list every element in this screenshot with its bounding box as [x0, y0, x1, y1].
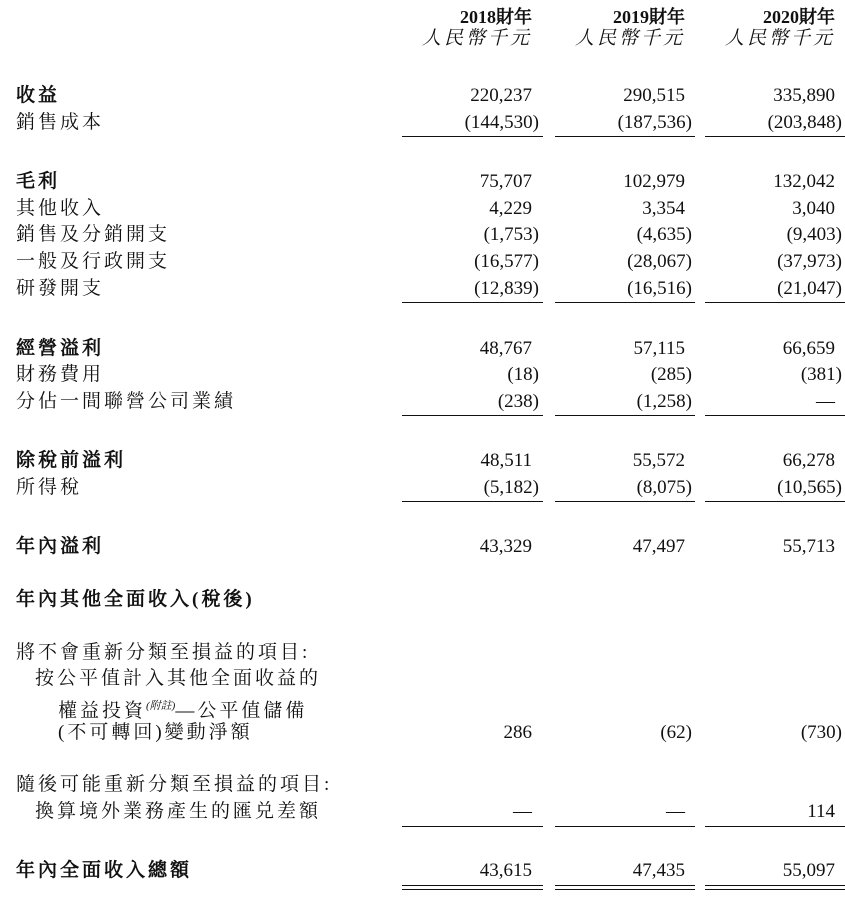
row-label-fvoci-line3: (不可轉回)變動淨額: [58, 722, 253, 743]
cell-profit-before-tax-2020: 66,278: [782, 450, 835, 471]
cell-fvoci-2019: (62): [660, 722, 692, 743]
section-heading-oci: 年內其他全面收入(稅後): [16, 589, 255, 610]
cell-gross-profit-2020: 132,042: [773, 171, 835, 192]
cell-cost-of-sales-2018: (144,530): [464, 112, 539, 133]
cell-profit-for-year-2020: 55,713: [782, 536, 835, 557]
row-label-selling-expenses: 銷售及分銷開支: [16, 224, 171, 245]
subtotal-rule: [555, 501, 695, 502]
footnote-ref: (附註): [146, 700, 176, 712]
col-header-2018: [422, 6, 532, 50]
section-heading-may-reclassify: 隨後可能重新分類至損益的項目:: [16, 774, 333, 795]
subtotal-rule: [705, 415, 845, 416]
col-header-2020: [725, 6, 835, 50]
subtotal-rule: [705, 826, 845, 827]
cell-rd-expenses-2018: (12,839): [474, 278, 539, 299]
row-label-cost-of-sales: 銷售成本: [16, 112, 105, 133]
cell-share-of-associate-2019: (1,258): [636, 391, 692, 412]
cell-operating-profit-2020: 66,659: [782, 338, 835, 359]
total-double-rule: [555, 885, 695, 890]
col-year-2018: 2018財年: [460, 7, 532, 27]
subtotal-rule: [555, 302, 695, 303]
col-year-2020: 2020財年: [763, 7, 835, 27]
cell-gross-profit-2019: 102,979: [623, 171, 685, 192]
row-label-rd-expenses: 研發開支: [16, 278, 105, 299]
cell-profit-for-year-2018: 43,329: [479, 536, 532, 557]
total-double-rule: [705, 885, 845, 890]
total-double-rule: [402, 885, 543, 890]
cell-profit-before-tax-2019: 55,572: [632, 450, 685, 471]
cell-income-tax-2018: (5,182): [483, 477, 539, 498]
cell-revenue-2019: 290,515: [623, 85, 685, 106]
cell-income-tax-2019: (8,075): [636, 477, 692, 498]
cell-income-tax-2020: (10,565): [777, 477, 842, 498]
row-label-other-income: 其他收入: [16, 198, 105, 219]
row-label-fvoci-line2: [58, 695, 307, 722]
cell-share-of-associate-2020: —: [816, 391, 835, 412]
subtotal-rule: [555, 136, 695, 137]
col-unit-2018: 人民幣千元: [421, 28, 532, 49]
row-label-gross-profit: 毛利: [16, 171, 61, 192]
subtotal-rule: [402, 136, 543, 137]
row-label-operating-profit: 經營溢利: [16, 338, 105, 359]
row-label-profit-for-year: 年內溢利: [16, 536, 105, 557]
cell-admin-expenses-2020: (37,973): [777, 251, 842, 272]
row-label-revenue: 收益: [16, 85, 61, 106]
cell-selling-expenses-2018: (1,753): [483, 224, 539, 245]
cell-revenue-2020: 335,890: [773, 85, 835, 106]
row-label-income-tax: 所得稅: [16, 477, 83, 498]
cell-fvoci-2020: (730): [800, 722, 842, 743]
cell-total-comprehensive-income-2018: 43,615: [479, 860, 532, 881]
subtotal-rule: [705, 136, 845, 137]
cell-admin-expenses-2018: (16,577): [474, 251, 539, 272]
row-label-profit-before-tax: 除稅前溢利: [16, 450, 127, 471]
row-label-fx-difference: 換算境外業務產生的匯兑差額: [35, 801, 322, 822]
cell-other-income-2020: 3,040: [792, 198, 835, 219]
cell-revenue-2018: 220,237: [470, 85, 532, 106]
cell-other-income-2018: 4,229: [489, 198, 532, 219]
subtotal-rule: [402, 826, 543, 827]
row-label-finance-costs: 財務費用: [16, 364, 105, 385]
cell-selling-expenses-2020: (9,403): [786, 224, 842, 245]
subtotal-rule: [555, 415, 695, 416]
cell-cost-of-sales-2020: (203,848): [767, 112, 842, 133]
col-unit-2020: 人民幣千元: [724, 28, 835, 49]
cell-fx-difference-2020: 114: [807, 801, 835, 822]
fvoci-suffix: —公平值儲備: [175, 700, 308, 722]
cell-admin-expenses-2019: (28,067): [627, 251, 692, 272]
cell-operating-profit-2019: 57,115: [633, 338, 685, 359]
cell-rd-expenses-2020: (21,047): [777, 278, 842, 299]
cell-cost-of-sales-2019: (187,536): [617, 112, 692, 133]
cell-finance-costs-2018: (18): [507, 364, 539, 385]
col-header-2019: [575, 6, 685, 50]
cell-profit-before-tax-2018: 48,511: [480, 450, 532, 471]
cell-total-comprehensive-income-2020: 55,097: [782, 860, 835, 881]
row-label-fvoci-line1: 按公平值計入其他全面收益的: [35, 668, 322, 689]
col-year-2019: 2019財年: [613, 7, 685, 27]
cell-profit-for-year-2019: 47,497: [632, 536, 685, 557]
row-label-total-comprehensive-income: 年內全面收入總額: [16, 860, 193, 881]
cell-other-income-2019: 3,354: [642, 198, 685, 219]
cell-gross-profit-2018: 75,707: [479, 171, 532, 192]
cell-fx-difference-2019: —: [666, 801, 685, 822]
row-label-admin-expenses: 一般及行政開支: [16, 251, 171, 272]
cell-rd-expenses-2019: (16,516): [627, 278, 692, 299]
subtotal-rule: [402, 501, 543, 502]
fvoci-label: 權益投資: [58, 700, 147, 722]
subtotal-rule: [402, 302, 543, 303]
cell-finance-costs-2019: (285): [650, 364, 692, 385]
cell-share-of-associate-2018: (238): [497, 391, 539, 412]
section-heading-not-reclassified: 將不會重新分類至損益的項目:: [16, 642, 311, 663]
cell-total-comprehensive-income-2019: 47,435: [632, 860, 685, 881]
row-label-share-of-associate: 分佔一間聯營公司業績: [16, 391, 237, 412]
cell-finance-costs-2020: (381): [800, 364, 842, 385]
subtotal-rule: [705, 302, 845, 303]
cell-operating-profit-2018: 48,767: [479, 338, 532, 359]
cell-fx-difference-2018: —: [513, 801, 532, 822]
subtotal-rule: [555, 826, 695, 827]
subtotal-rule: [705, 501, 845, 502]
col-unit-2019: 人民幣千元: [574, 28, 685, 49]
subtotal-rule: [402, 415, 543, 416]
cell-selling-expenses-2019: (4,635): [636, 224, 692, 245]
cell-fvoci-2018: 286: [503, 722, 532, 743]
